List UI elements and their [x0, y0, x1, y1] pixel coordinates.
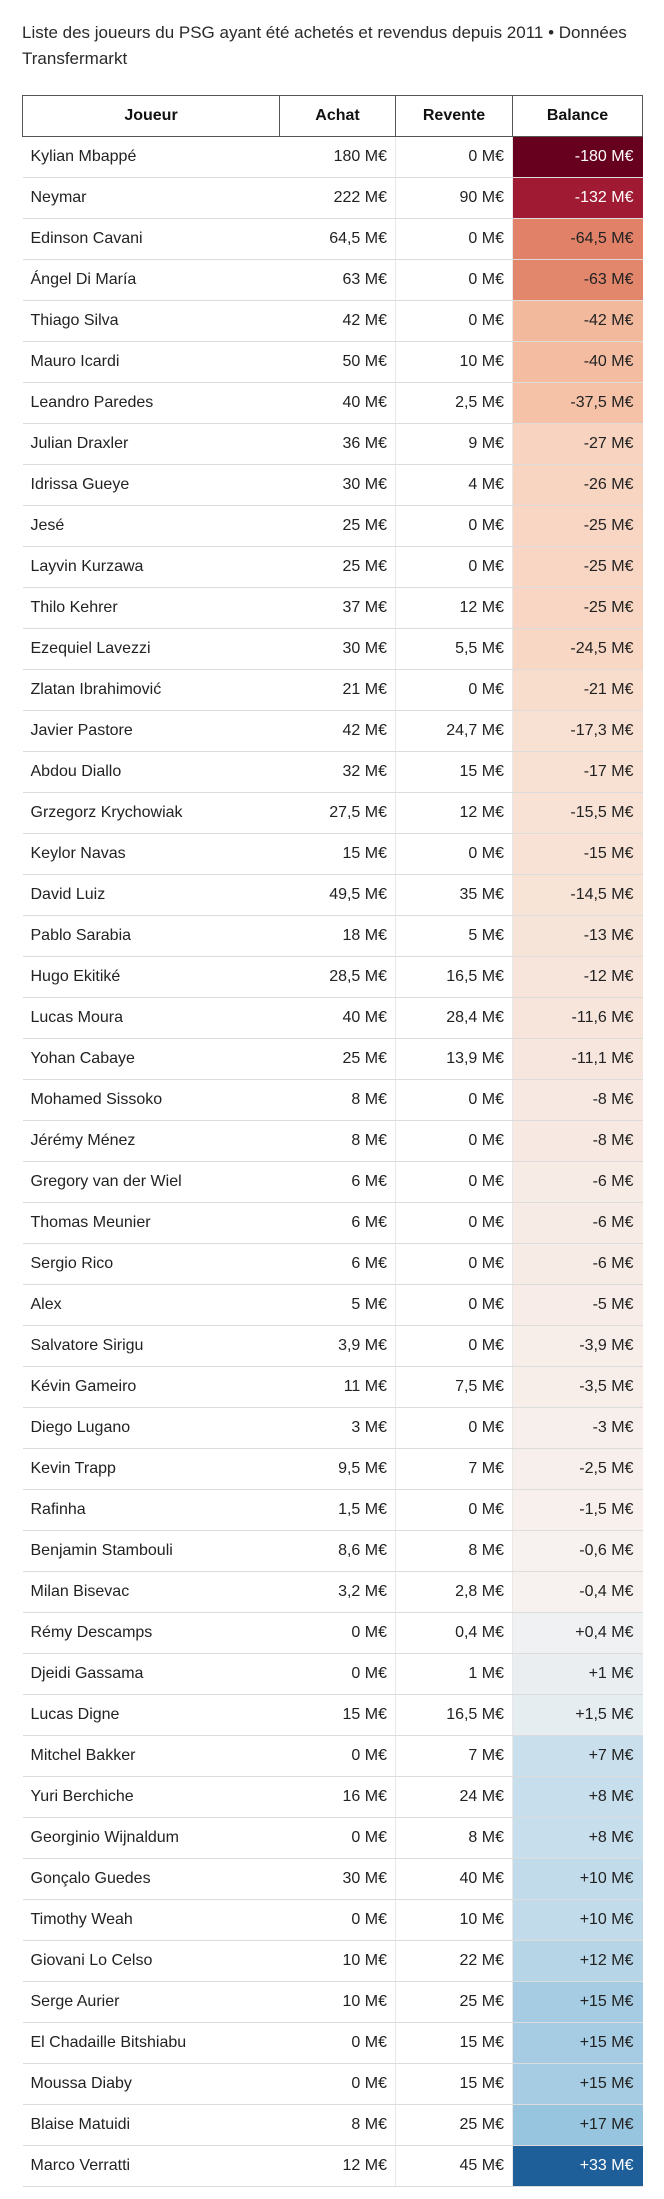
cell-joueur: Jesé [23, 506, 280, 547]
table-row [23, 1654, 643, 1695]
table-row [23, 2146, 643, 2187]
cell-joueur: Giovani Lo Celso [23, 1941, 280, 1982]
cell-balance: -24,5 M€ [513, 629, 643, 670]
cell-achat: 11 M€ [280, 1367, 396, 1408]
cell-achat: 0 M€ [280, 2064, 396, 2105]
cell-revente: 2,8 M€ [396, 1572, 513, 1613]
cell-joueur: Leandro Paredes [23, 383, 280, 424]
cell-joueur: Serge Aurier [23, 1982, 280, 2023]
cell-balance: -11,6 M€ [513, 998, 643, 1039]
cell-balance: -42 M€ [513, 301, 643, 342]
cell-revente: 10 M€ [396, 342, 513, 383]
table-row [23, 383, 643, 424]
cell-revente: 0 M€ [396, 1326, 513, 1367]
cell-joueur: Julian Draxler [23, 424, 280, 465]
cell-revente: 5,5 M€ [396, 629, 513, 670]
table-row [23, 834, 643, 875]
cell-joueur: Ángel Di María [23, 260, 280, 301]
cell-balance: +1 M€ [513, 1654, 643, 1695]
cell-revente: 22 M€ [396, 1941, 513, 1982]
cell-joueur: Sergio Rico [23, 1244, 280, 1285]
cell-revente: 15 M€ [396, 2064, 513, 2105]
cell-balance: +33 M€ [513, 2146, 643, 2187]
cell-balance: -180 M€ [513, 137, 643, 178]
cell-balance: -3 M€ [513, 1408, 643, 1449]
cell-balance: +1,5 M€ [513, 1695, 643, 1736]
cell-revente: 0 M€ [396, 1244, 513, 1285]
cell-revente: 8 M€ [396, 1818, 513, 1859]
table-row [23, 1367, 643, 1408]
cell-achat: 8 M€ [280, 1080, 396, 1121]
table-row [23, 301, 643, 342]
table-row [23, 1531, 643, 1572]
cell-achat: 180 M€ [280, 137, 396, 178]
cell-achat: 10 M€ [280, 1982, 396, 2023]
table-row [23, 1736, 643, 1777]
table-row [23, 1613, 643, 1654]
table-row [23, 998, 643, 1039]
cell-revente: 4 M€ [396, 465, 513, 506]
cell-balance: -0,6 M€ [513, 1531, 643, 1572]
cell-revente: 10 M€ [396, 1900, 513, 1941]
cell-joueur: Yohan Cabaye [23, 1039, 280, 1080]
cell-achat: 64,5 M€ [280, 219, 396, 260]
column-header-balance[interactable]: Balance [513, 96, 643, 137]
cell-achat: 50 M€ [280, 342, 396, 383]
cell-revente: 15 M€ [396, 2023, 513, 2064]
table-row [23, 1982, 643, 2023]
cell-achat: 15 M€ [280, 834, 396, 875]
cell-achat: 21 M€ [280, 670, 396, 711]
cell-balance: +10 M€ [513, 1900, 643, 1941]
cell-achat: 40 M€ [280, 383, 396, 424]
cell-revente: 1 M€ [396, 1654, 513, 1695]
cell-revente: 0 M€ [396, 301, 513, 342]
cell-balance: -2,5 M€ [513, 1449, 643, 1490]
cell-joueur: Milan Bisevac [23, 1572, 280, 1613]
cell-joueur: Djeidi Gassama [23, 1654, 280, 1695]
cell-joueur: Layvin Kurzawa [23, 547, 280, 588]
cell-balance: +7 M€ [513, 1736, 643, 1777]
cell-balance: -25 M€ [513, 547, 643, 588]
cell-achat: 37 M€ [280, 588, 396, 629]
table-row [23, 711, 643, 752]
cell-balance: -12 M€ [513, 957, 643, 998]
table-row [23, 1449, 643, 1490]
cell-achat: 3,9 M€ [280, 1326, 396, 1367]
column-header-joueur[interactable]: Joueur [23, 96, 280, 137]
cell-balance: -40 M€ [513, 342, 643, 383]
cell-joueur: Keylor Navas [23, 834, 280, 875]
cell-joueur: Blaise Matuidi [23, 2105, 280, 2146]
cell-joueur: Mauro Icardi [23, 342, 280, 383]
table-row [23, 1941, 643, 1982]
cell-revente: 7 M€ [396, 1736, 513, 1777]
table-row [23, 1695, 643, 1736]
table-row [23, 1900, 643, 1941]
cell-achat: 0 M€ [280, 1818, 396, 1859]
cell-revente: 2,5 M€ [396, 383, 513, 424]
cell-joueur: Mitchel Bakker [23, 1736, 280, 1777]
cell-balance: +15 M€ [513, 2064, 643, 2105]
cell-revente: 0 M€ [396, 137, 513, 178]
cell-achat: 8 M€ [280, 2105, 396, 2146]
cell-balance: -21 M€ [513, 670, 643, 711]
cell-joueur: David Luiz [23, 875, 280, 916]
cell-joueur: Rafinha [23, 1490, 280, 1531]
cell-joueur: Grzegorz Krychowiak [23, 793, 280, 834]
cell-balance: +15 M€ [513, 1982, 643, 2023]
cell-revente: 16,5 M€ [396, 1695, 513, 1736]
column-header-revente[interactable]: Revente [396, 96, 513, 137]
cell-joueur: Ezequiel Lavezzi [23, 629, 280, 670]
cell-revente: 24,7 M€ [396, 711, 513, 752]
cell-balance: -26 M€ [513, 465, 643, 506]
cell-joueur: Edinson Cavani [23, 219, 280, 260]
cell-achat: 0 M€ [280, 1654, 396, 1695]
cell-achat: 25 M€ [280, 1039, 396, 1080]
cell-joueur: Javier Pastore [23, 711, 280, 752]
table-row [23, 506, 643, 547]
cell-joueur: Lucas Moura [23, 998, 280, 1039]
cell-achat: 3 M€ [280, 1408, 396, 1449]
cell-achat: 0 M€ [280, 1613, 396, 1654]
cell-joueur: Timothy Weah [23, 1900, 280, 1941]
cell-joueur: Gregory van der Wiel [23, 1162, 280, 1203]
cell-joueur: Salvatore Sirigu [23, 1326, 280, 1367]
cell-achat: 42 M€ [280, 711, 396, 752]
table-row [23, 1285, 643, 1326]
cell-revente: 0 M€ [396, 1203, 513, 1244]
cell-revente: 0 M€ [396, 547, 513, 588]
cell-achat: 0 M€ [280, 1736, 396, 1777]
cell-revente: 0,4 M€ [396, 1613, 513, 1654]
cell-balance: -15,5 M€ [513, 793, 643, 834]
cell-balance: -6 M€ [513, 1162, 643, 1203]
cell-balance: -3,5 M€ [513, 1367, 643, 1408]
cell-balance: -17 M€ [513, 752, 643, 793]
table-row [23, 137, 643, 178]
cell-balance: -6 M€ [513, 1244, 643, 1285]
table-row [23, 1244, 643, 1285]
cell-revente: 0 M€ [396, 1080, 513, 1121]
cell-balance: -11,1 M€ [513, 1039, 643, 1080]
table-row [23, 547, 643, 588]
cell-balance: -0,4 M€ [513, 1572, 643, 1613]
table-row [23, 260, 643, 301]
cell-balance: +15 M€ [513, 2023, 643, 2064]
cell-joueur: Zlatan Ibrahimović [23, 670, 280, 711]
cell-balance: -14,5 M€ [513, 875, 643, 916]
table-row [23, 1162, 643, 1203]
cell-achat: 6 M€ [280, 1244, 396, 1285]
table-row [23, 1572, 643, 1613]
cell-revente: 7 M€ [396, 1449, 513, 1490]
cell-revente: 16,5 M€ [396, 957, 513, 998]
table-row [23, 1326, 643, 1367]
cell-balance: +12 M€ [513, 1941, 643, 1982]
table-row [23, 588, 643, 629]
cell-balance: +17 M€ [513, 2105, 643, 2146]
table-row [23, 670, 643, 711]
cell-joueur: Neymar [23, 178, 280, 219]
chart-description: Liste des joueurs du PSG ayant été achetés et revendus depuis 2011 • Données Transfermarkt [22, 23, 627, 68]
table-row [23, 1490, 643, 1531]
cell-revente: 0 M€ [396, 1490, 513, 1531]
cell-achat: 0 M€ [280, 1900, 396, 1941]
cell-achat: 30 M€ [280, 465, 396, 506]
cell-balance: -8 M€ [513, 1121, 643, 1162]
cell-achat: 32 M€ [280, 752, 396, 793]
cell-joueur: Lucas Digne [23, 1695, 280, 1736]
cell-revente: 90 M€ [396, 178, 513, 219]
cell-achat: 16 M€ [280, 1777, 396, 1818]
cell-revente: 12 M€ [396, 588, 513, 629]
cell-achat: 36 M€ [280, 424, 396, 465]
cell-achat: 28,5 M€ [280, 957, 396, 998]
cell-joueur: Idrissa Gueye [23, 465, 280, 506]
table-row [23, 957, 643, 998]
cell-balance: -25 M€ [513, 506, 643, 547]
cell-achat: 12 M€ [280, 2146, 396, 2187]
cell-revente: 0 M€ [396, 219, 513, 260]
cell-achat: 18 M€ [280, 916, 396, 957]
table-row [23, 219, 643, 260]
cell-achat: 27,5 M€ [280, 793, 396, 834]
cell-joueur: Thiago Silva [23, 301, 280, 342]
cell-balance: -63 M€ [513, 260, 643, 301]
table-row [23, 1408, 643, 1449]
cell-joueur: Mohamed Sissoko [23, 1080, 280, 1121]
cell-revente: 25 M€ [396, 2105, 513, 2146]
cell-achat: 222 M€ [280, 178, 396, 219]
table-row [23, 465, 643, 506]
table-header-row [23, 96, 643, 137]
cell-joueur: Abdou Diallo [23, 752, 280, 793]
cell-balance: -27 M€ [513, 424, 643, 465]
cell-joueur: Kévin Gameiro [23, 1367, 280, 1408]
table-row [23, 875, 643, 916]
table-row [23, 752, 643, 793]
table-row [23, 342, 643, 383]
table-row [23, 1203, 643, 1244]
cell-revente: 24 M€ [396, 1777, 513, 1818]
table-row [23, 178, 643, 219]
cell-balance: -1,5 M€ [513, 1490, 643, 1531]
table-row [23, 1777, 643, 1818]
cell-achat: 10 M€ [280, 1941, 396, 1982]
cell-balance: -37,5 M€ [513, 383, 643, 424]
cell-achat: 8 M€ [280, 1121, 396, 1162]
cell-achat: 6 M€ [280, 1162, 396, 1203]
table-row [23, 1039, 643, 1080]
table-row [23, 916, 643, 957]
cell-joueur: Thilo Kehrer [23, 588, 280, 629]
cell-revente: 0 M€ [396, 1285, 513, 1326]
table-row [23, 629, 643, 670]
cell-revente: 9 M€ [396, 424, 513, 465]
cell-balance: -8 M€ [513, 1080, 643, 1121]
cell-balance: +10 M€ [513, 1859, 643, 1900]
cell-achat: 8,6 M€ [280, 1531, 396, 1572]
cell-achat: 30 M€ [280, 629, 396, 670]
cell-achat: 40 M€ [280, 998, 396, 1039]
cell-joueur: Georginio Wijnaldum [23, 1818, 280, 1859]
column-header-achat[interactable]: Achat [280, 96, 396, 137]
cell-revente: 0 M€ [396, 834, 513, 875]
cell-revente: 0 M€ [396, 670, 513, 711]
cell-balance: -17,3 M€ [513, 711, 643, 752]
table-row [23, 793, 643, 834]
cell-joueur: Thomas Meunier [23, 1203, 280, 1244]
cell-joueur: Kylian Mbappé [23, 137, 280, 178]
cell-achat: 30 M€ [280, 1859, 396, 1900]
cell-joueur: Kevin Trapp [23, 1449, 280, 1490]
cell-joueur: Benjamin Stambouli [23, 1531, 280, 1572]
table-row [23, 2105, 643, 2146]
cell-revente: 35 M€ [396, 875, 513, 916]
cell-joueur: Pablo Sarabia [23, 916, 280, 957]
cell-balance: -3,9 M€ [513, 1326, 643, 1367]
cell-revente: 0 M€ [396, 1408, 513, 1449]
cell-revente: 15 M€ [396, 752, 513, 793]
cell-balance: -132 M€ [513, 178, 643, 219]
cell-joueur: Rémy Descamps [23, 1613, 280, 1654]
cell-achat: 15 M€ [280, 1695, 396, 1736]
cell-balance: -15 M€ [513, 834, 643, 875]
table-row [23, 2023, 643, 2064]
cell-achat: 49,5 M€ [280, 875, 396, 916]
cell-revente: 12 M€ [396, 793, 513, 834]
cell-revente: 0 M€ [396, 260, 513, 301]
cell-achat: 0 M€ [280, 2023, 396, 2064]
cell-revente: 40 M€ [396, 1859, 513, 1900]
cell-joueur: Jérémy Ménez [23, 1121, 280, 1162]
cell-revente: 0 M€ [396, 1121, 513, 1162]
cell-balance: +8 M€ [513, 1818, 643, 1859]
cell-achat: 6 M€ [280, 1203, 396, 1244]
cell-joueur: El Chadaille Bitshiabu [23, 2023, 280, 2064]
cell-joueur: Moussa Diaby [23, 2064, 280, 2105]
cell-joueur: Marco Verratti [23, 2146, 280, 2187]
cell-revente: 7,5 M€ [396, 1367, 513, 1408]
cell-balance: -64,5 M€ [513, 219, 643, 260]
table-row [23, 1859, 643, 1900]
cell-balance: +8 M€ [513, 1777, 643, 1818]
table-row [23, 1080, 643, 1121]
cell-joueur: Hugo Ekitiké [23, 957, 280, 998]
cell-balance: -25 M€ [513, 588, 643, 629]
cell-revente: 45 M€ [396, 2146, 513, 2187]
cell-balance: -6 M€ [513, 1203, 643, 1244]
cell-balance: -5 M€ [513, 1285, 643, 1326]
cell-revente: 25 M€ [396, 1982, 513, 2023]
cell-achat: 9,5 M€ [280, 1449, 396, 1490]
cell-joueur: Yuri Berchiche [23, 1777, 280, 1818]
cell-revente: 0 M€ [396, 506, 513, 547]
cell-achat: 42 M€ [280, 301, 396, 342]
cell-joueur: Gonçalo Guedes [23, 1859, 280, 1900]
cell-achat: 63 M€ [280, 260, 396, 301]
cell-revente: 5 M€ [396, 916, 513, 957]
table-body [23, 137, 643, 2187]
table-row [23, 2064, 643, 2105]
table-row [23, 1818, 643, 1859]
cell-revente: 0 M€ [396, 1162, 513, 1203]
table-row [23, 424, 643, 465]
cell-revente: 28,4 M€ [396, 998, 513, 1039]
cell-revente: 8 M€ [396, 1531, 513, 1572]
cell-achat: 25 M€ [280, 547, 396, 588]
cell-balance: +0,4 M€ [513, 1613, 643, 1654]
cell-balance: -13 M€ [513, 916, 643, 957]
cell-joueur: Alex [23, 1285, 280, 1326]
cell-achat: 5 M€ [280, 1285, 396, 1326]
cell-achat: 3,2 M€ [280, 1572, 396, 1613]
cell-joueur: Diego Lugano [23, 1408, 280, 1449]
cell-revente: 13,9 M€ [396, 1039, 513, 1080]
table-row [23, 1121, 643, 1162]
cell-achat: 1,5 M€ [280, 1490, 396, 1531]
cell-achat: 25 M€ [280, 506, 396, 547]
transfer-balance-table [22, 95, 643, 2187]
